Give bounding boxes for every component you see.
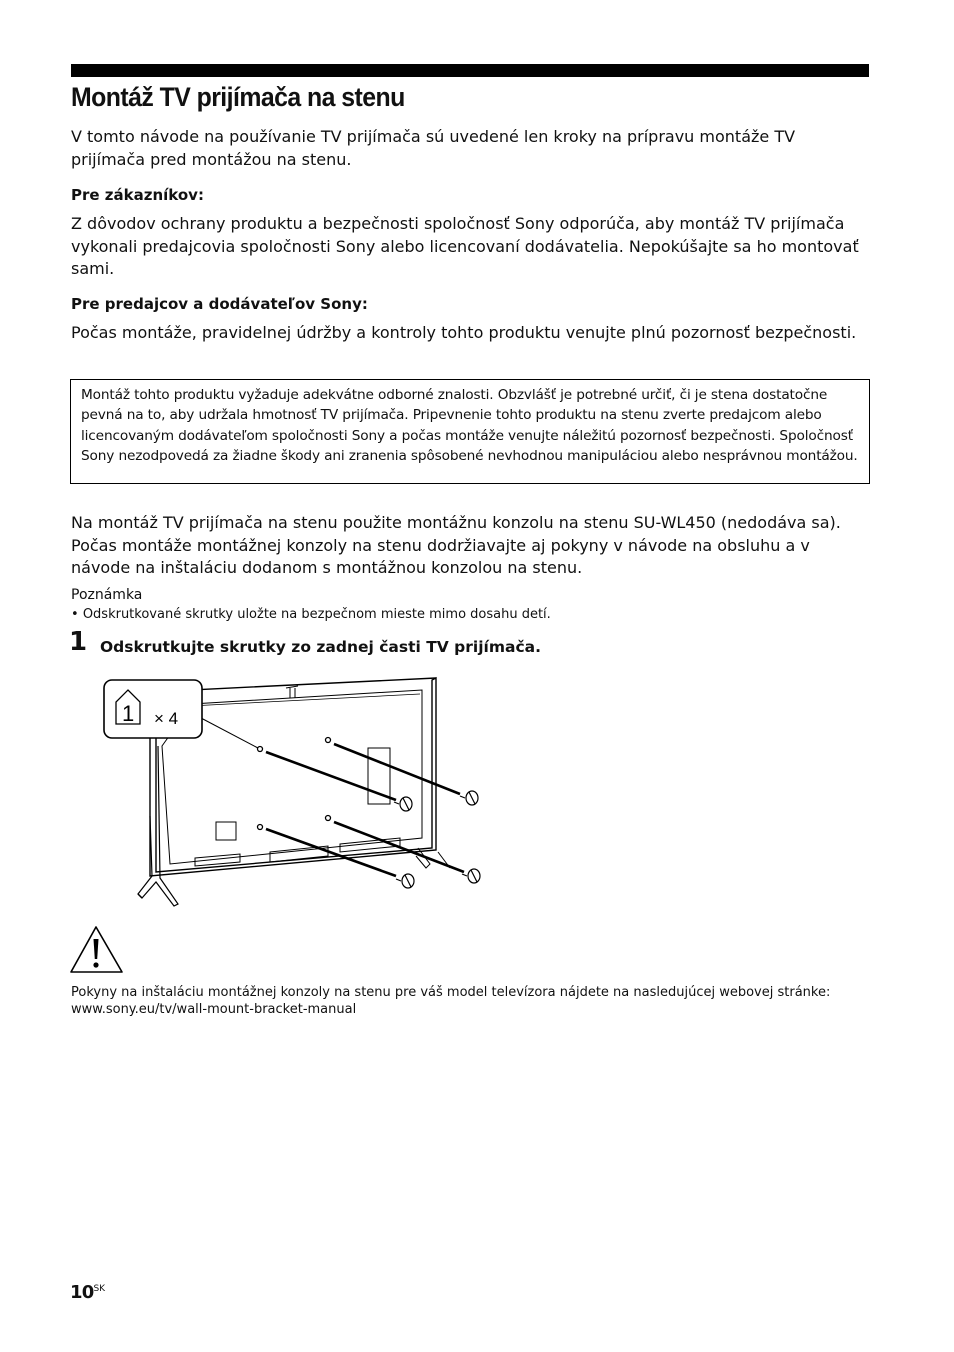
tv-screw-removal-illustration <box>100 676 500 912</box>
screw-hole <box>258 825 263 830</box>
step-text: Odskrutkujte skrutky zo zadnej časti TV prijímača. <box>100 638 541 656</box>
note-text: Odskrutkované skrutky uložte na bezpečnom mieste mimo dosahu detí. <box>82 607 551 622</box>
header-rule <box>71 64 869 77</box>
quantity-label: × 4 <box>154 709 179 728</box>
screw-holes <box>258 738 331 830</box>
dealers-heading: Pre predajcov a dodávateľov Sony: <box>71 295 368 313</box>
note-bullet-item <box>71 607 551 622</box>
screw-icon <box>394 797 412 811</box>
bracket-paragraph: Na montáž TV prijímača na stenu použite montážnu konzolu na stenu SU-WL450 (nedodáva sa). Počas montáže montážnej konzoly na stenu dodržiavajte aj pokyny v návode na obsluhu a v návode na inštaláciu dodanom s montážnou konzolou na stenu. <box>71 513 841 577</box>
page-title: Montáž TV prijímača na stenu <box>71 82 405 112</box>
website-url[interactable]: www.sony.eu/tv/wall-mount-bracket-manual <box>71 1002 357 1017</box>
website-info <box>71 984 891 1018</box>
screw-hole <box>326 816 331 821</box>
arrow-line <box>334 744 460 794</box>
intro-paragraph: V tomto návode na používanie TV prijímača sú uvedené len kroky na prípravu montáže TV prijímača pred montážou na stenu. <box>71 127 796 169</box>
screw-icon <box>460 791 478 805</box>
part-number-label: 1 <box>122 701 135 726</box>
page-number-value: 10 <box>70 1282 94 1303</box>
dealers-paragraph: Počas montáže, pravidelnej údržby a kontroly tohto produktu venujte plnú pozornosť bezpečnosti. <box>71 323 857 342</box>
page-number <box>70 1282 105 1303</box>
screw-icon <box>462 869 480 883</box>
customers-heading: Pre zákazníkov: <box>71 186 204 204</box>
warning-box: Montáž tohto produktu vyžaduje adekvátne odborné znalosti. Obzvlášť je potrebné určiť, či je stena dostatočne pevná na to, aby udržala hmotnosť TV prijímača. Pripevnenie tohto produktu na stenu zverte predajcom alebo licencovaným dodávateľom spoločnosti Sony a počas montáže venujte náležitú pozornosť bezpečnosti. Spoločnosť Sony nezodpovedá za žiadne škody ani zranenia spôsobené nevhodnou manipuláciou alebo nesprávnou montážou. <box>70 379 870 484</box>
page-language: SK <box>93 1284 106 1294</box>
warning-triangle-icon <box>70 925 124 975</box>
customers-paragraph: Z dôvodov ochrany produktu a bezpečnosti spoločnosť Sony odporúča, aby montáž TV prijímača vykonali predajcovia spoločnosti Sony alebo licencovaní dodávatelia. Nepokúšajte sa ho montovať sami. <box>71 214 859 278</box>
step-number: 1 <box>69 627 88 657</box>
screw-hole <box>326 738 331 743</box>
part-callout-box <box>104 680 202 738</box>
screw-hole <box>258 747 263 752</box>
bullet-glyph: • <box>71 607 79 622</box>
screw-icon <box>396 874 414 888</box>
note-heading: Poznámka <box>71 587 143 603</box>
arrow-line <box>266 752 396 800</box>
arrow-line <box>334 822 464 872</box>
website-info-text: Pokyny na inštaláciu montážnej konzoly na stenu pre váš model televízora nájdete na nasledujúcej webovej stránke: <box>71 985 831 1000</box>
